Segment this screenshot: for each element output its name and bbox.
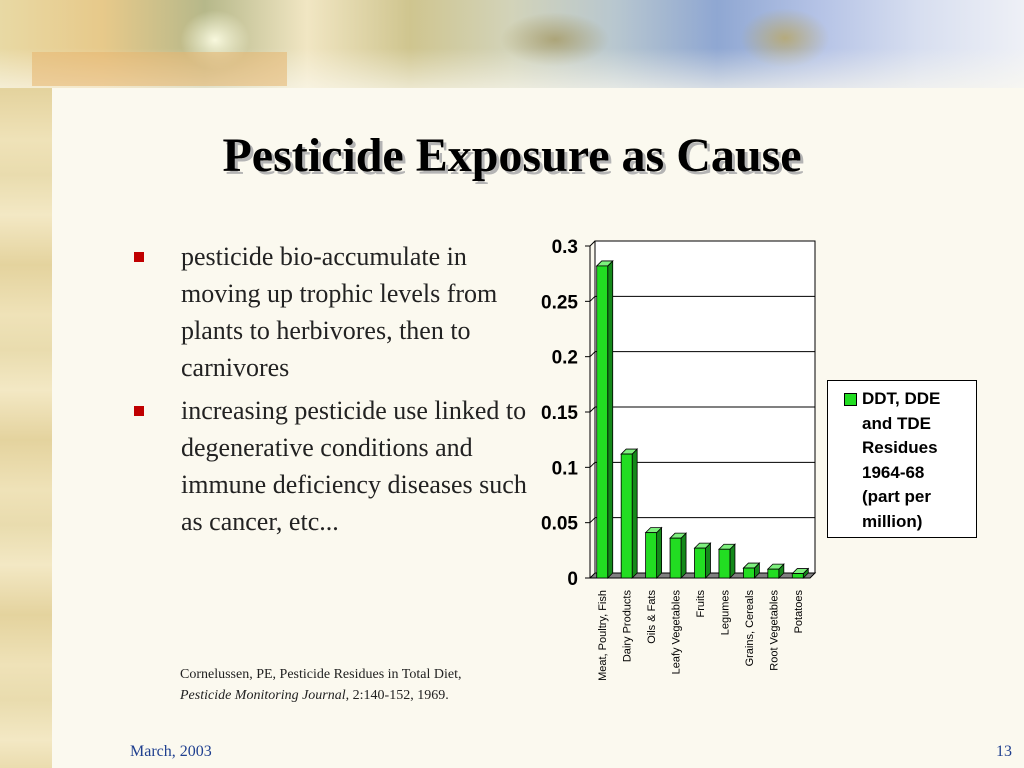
bar bbox=[646, 533, 657, 578]
legend-label-line: DDT, DDE bbox=[862, 389, 941, 408]
legend-label-line: 1964-68 bbox=[862, 462, 925, 482]
grid-line-depth bbox=[590, 407, 595, 412]
x-category-label: Root Vegetables bbox=[768, 590, 781, 671]
grid-line-depth bbox=[590, 296, 595, 301]
legend-label-line: million) bbox=[862, 511, 923, 531]
footer-page-number: 13 bbox=[996, 743, 1012, 760]
bar bbox=[621, 454, 632, 578]
bar bbox=[695, 548, 706, 578]
citation-line1: Cornelussen, PE, Pesticide Residues in Total Diet, bbox=[180, 667, 462, 682]
bar bbox=[670, 538, 681, 578]
bullet-text: pesticide bio-accumulate in moving up trophic levels from plants to herbivores, then to carnivores bbox=[181, 242, 498, 382]
bar bbox=[719, 549, 730, 578]
bullet-text: increasing pesticide use linked to degenerative conditions and immune deficiency diseases such as cancer, etc... bbox=[181, 396, 527, 536]
bar bbox=[768, 569, 779, 578]
legend-label bbox=[862, 387, 974, 534]
bar bbox=[597, 266, 608, 578]
x-category-label: Legumes bbox=[719, 590, 732, 636]
y-tick-label: 0.25 bbox=[541, 292, 578, 314]
legend-swatch bbox=[844, 393, 857, 406]
legend-label-line: Residues bbox=[862, 438, 938, 457]
grid-line-depth bbox=[590, 518, 595, 523]
x-category-label: Leafy Vegetables bbox=[670, 590, 683, 675]
bar bbox=[743, 568, 754, 578]
bar-side bbox=[681, 533, 686, 578]
grid-line-depth bbox=[590, 462, 595, 467]
citation-journal: Pesticide Monitoring Journal bbox=[180, 688, 346, 703]
citation-details: , 2:140-152, 1969. bbox=[345, 688, 449, 703]
bar-side bbox=[608, 261, 613, 578]
chart-legend bbox=[827, 380, 977, 538]
legend-label-line: (part per bbox=[862, 487, 931, 506]
grid-line-depth bbox=[590, 352, 595, 357]
x-category-label: Grains, Cereals bbox=[743, 590, 756, 667]
x-category-label: Oils & Fats bbox=[646, 590, 659, 644]
legend-label-line: and TDE bbox=[862, 413, 931, 433]
grid-line-depth bbox=[590, 241, 595, 246]
bar-side bbox=[730, 544, 735, 578]
y-tick-label: 0.1 bbox=[551, 458, 578, 480]
y-tick-label: 0.2 bbox=[551, 347, 578, 369]
slide-title: Pesticide Exposure as Cause bbox=[222, 129, 802, 182]
bar-side bbox=[632, 449, 637, 578]
bar bbox=[792, 574, 803, 578]
bar-side bbox=[706, 543, 711, 578]
x-category-label: Fruits bbox=[695, 590, 707, 618]
y-tick-label: 0.15 bbox=[541, 403, 578, 424]
x-category-label: Dairy Products bbox=[621, 590, 634, 663]
bar-side bbox=[657, 528, 662, 578]
x-category-label: Potatoes bbox=[792, 590, 805, 634]
x-category-label: Meat, Poultry, Fish bbox=[597, 590, 610, 681]
footer-date: March, 2003 bbox=[130, 743, 212, 760]
y-tick-label: 0 bbox=[567, 569, 578, 590]
y-tick-label: 0.05 bbox=[541, 513, 578, 535]
y-tick-label: 0.3 bbox=[551, 237, 578, 258]
